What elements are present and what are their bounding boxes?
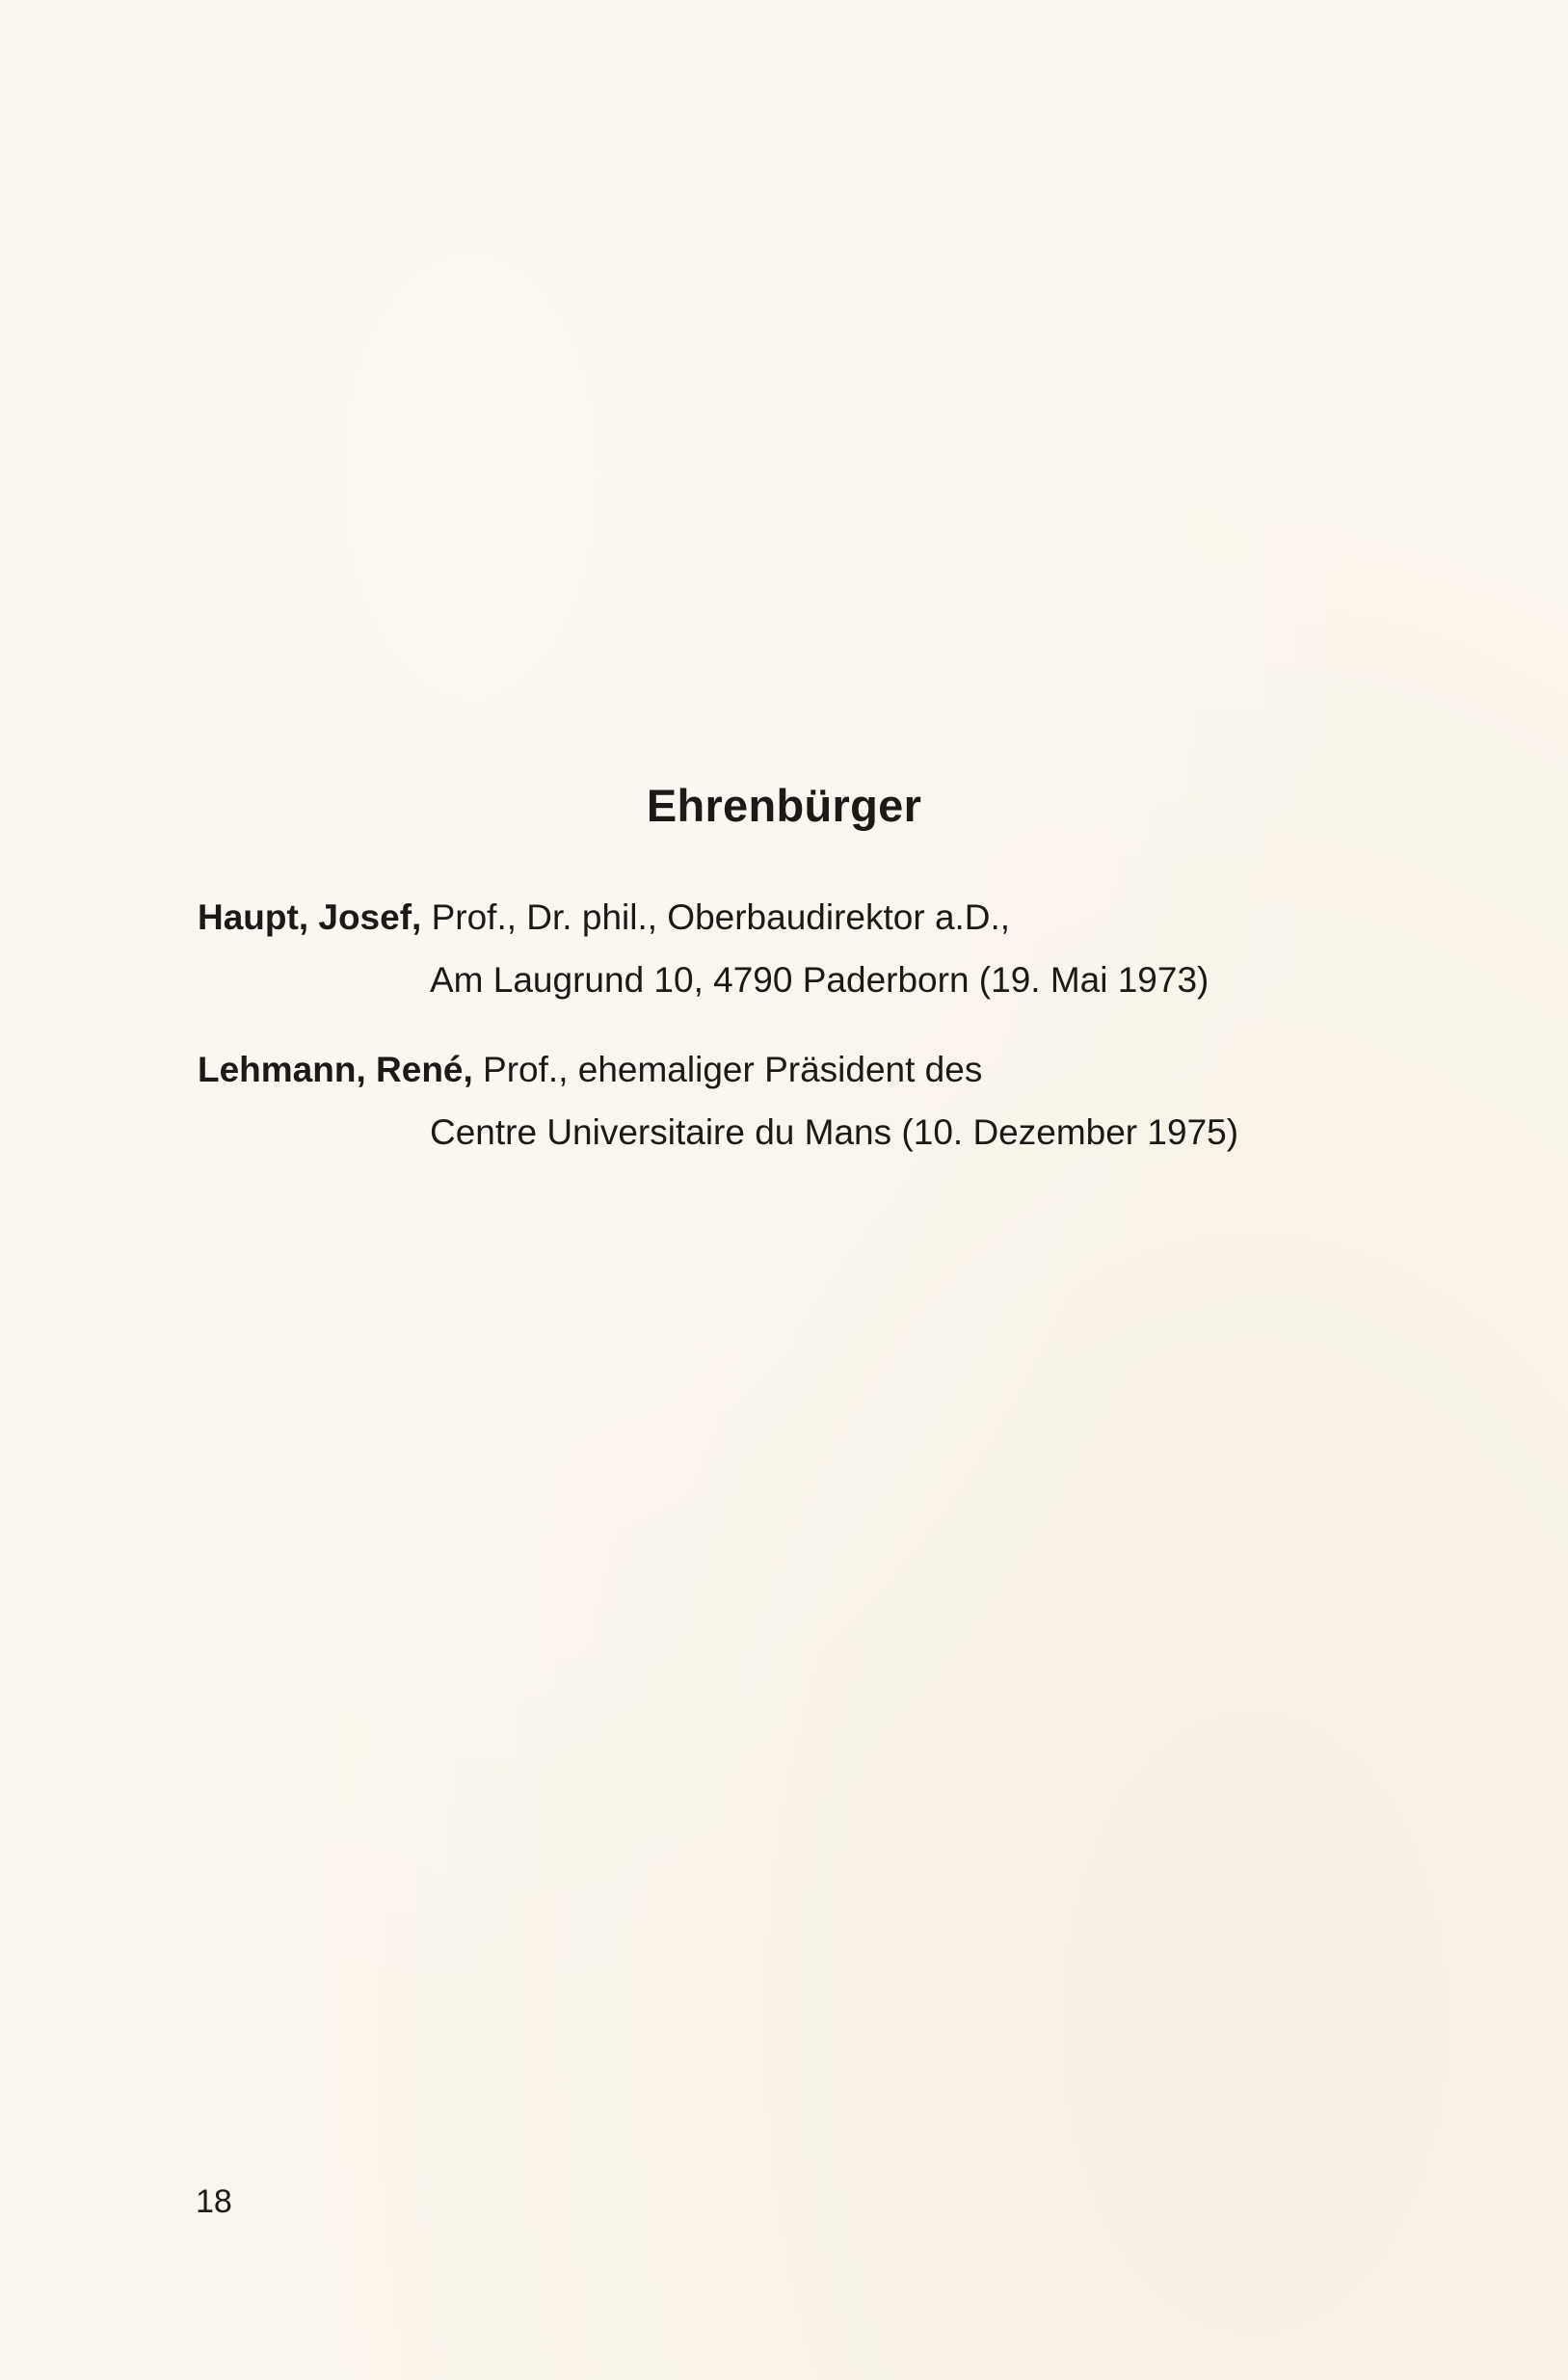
page-number: 18 bbox=[196, 2183, 232, 2220]
entry-lehmann-line-1 bbox=[198, 1049, 982, 1091]
entry-lehmann-line-2: Centre Universitaire du Mans (10. Dezember 1975) bbox=[430, 1112, 1239, 1152]
entry-haupt-line-1 bbox=[198, 896, 1010, 939]
entry-description: Prof., ehemaliger Präsident des bbox=[472, 1050, 983, 1089]
entry-name: Haupt, Josef, bbox=[198, 897, 422, 937]
entry-description: Prof., Dr. phil., Oberbaudirektor a.D., bbox=[421, 897, 1011, 937]
page-title: Ehrenbürger bbox=[646, 780, 922, 831]
entry-haupt-line-2: Am Laugrund 10, 4790 Paderborn (19. Mai 1973) bbox=[430, 960, 1209, 1000]
entry-name: Lehmann, René, bbox=[198, 1050, 473, 1089]
